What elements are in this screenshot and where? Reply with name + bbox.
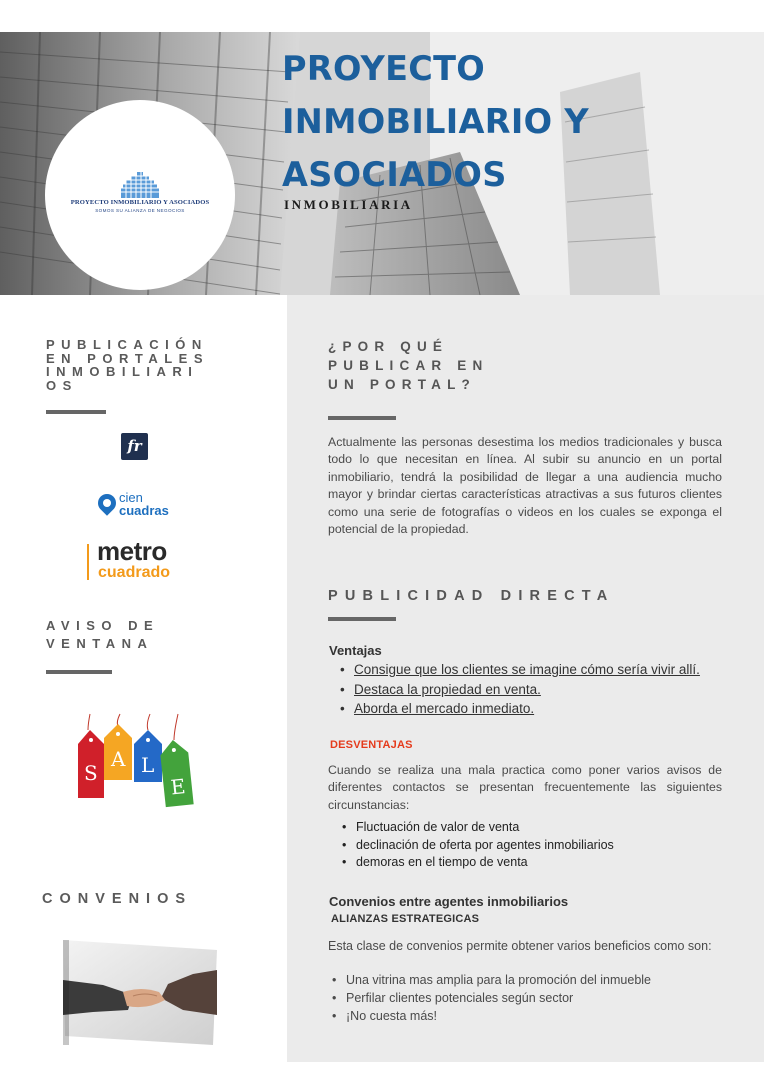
logo-circle [45, 100, 235, 290]
why-publish-heading [328, 337, 488, 394]
building-logo-icon [121, 172, 159, 198]
list-item [338, 660, 718, 680]
list-item: • Fluctuación de valor de venta [340, 819, 720, 837]
sale-tags-icon [70, 710, 195, 810]
title-line: PROYECTO [282, 49, 486, 88]
page-title [282, 42, 742, 201]
heading-line: INMOBILIARI [46, 364, 199, 379]
ciencuadras-logo-text: cuadras [119, 503, 169, 518]
desventajas-paragraph: Cuando se realiza una mala practica como poner varios avisos de diferentes contactos se presentan frecuentemente las siguientes circunstancias: [328, 763, 722, 812]
sale-tag-s [78, 730, 104, 798]
list-item: • demoras en el tiempo de venta [340, 854, 720, 872]
sale-tag-l [134, 730, 162, 782]
logo-accent-bar [87, 544, 89, 580]
divider [328, 617, 396, 621]
title-line: INMOBILIARIO Y [282, 102, 589, 141]
divider [46, 670, 112, 674]
sale-letter: A [111, 747, 126, 771]
list-item: • Una vitrina mas amplia para la promoción del inmueble [330, 972, 730, 990]
aviso-heading [46, 617, 226, 652]
page-subtitle: INMOBILIARIA [284, 197, 413, 212]
sale-tag-e [159, 739, 194, 808]
list-item [338, 699, 718, 719]
fincaraiz-logo: fr [121, 433, 148, 460]
why-publish-paragraph: Actualmente las personas desestima los medios tradicionales y busca todo lo que necesitan en línea. Al subir su anuncio en un portal inmobiliario, tendrá la posibilidad de llegar a una audiencia mucho mayor y brindar ciertas características atractivas a sus futuros clientes como una serie de fotografías o videos en los cuales se exponga el potencial de la propiedad. [328, 435, 722, 537]
desventajas-list [340, 819, 720, 872]
logo-company-name: PROYECTO INMOBILIARIO Y ASOCIADOS [70, 199, 210, 206]
convenios-heading: CONVENIOS [42, 891, 193, 907]
heading-line: OS [46, 377, 78, 393]
ciencuadras-logo-text: cien [119, 490, 143, 505]
portales-heading [46, 338, 226, 392]
sale-letter: L [141, 753, 155, 777]
logo-tagline: SOMOS SU ALIANZA DE NEGOCIOS [95, 208, 185, 213]
convenios-paragraph: Esta clase de convenios permite obtener varios beneficios como son: [328, 939, 712, 953]
heading-line: PUBLICAR EN [328, 358, 489, 373]
convenios-subtitle: ALIANZAS ESTRATEGICAS [331, 913, 480, 925]
convenios-title: Convenios entre agentes inmobiliarios [329, 894, 569, 909]
ventaja-link[interactable]: Destaca la propiedad en venta. [354, 681, 541, 697]
heading-line: ¿POR QUÉ [328, 339, 449, 354]
list-item: • ¡No cuesta más! [330, 1008, 730, 1026]
desventajas-label: DESVENTAJAS [330, 739, 413, 751]
sale-tag-a [104, 724, 132, 780]
ventaja-link[interactable]: Consigue que los clientes se imagine cómo sería vivir allí. [354, 662, 700, 677]
divider [328, 416, 396, 420]
heading-line: PUBLICACIÓN [46, 337, 208, 352]
list-item: • Perfilar clientes potenciales según sector [330, 990, 730, 1008]
divider [46, 410, 106, 414]
metrocuadrado-logo-text: metro [97, 536, 167, 566]
sale-letter: E [169, 774, 187, 800]
direct-advertising-heading: PUBLICIDAD DIRECTA [328, 588, 615, 604]
metrocuadrado-logo-text: cuadrado [98, 564, 171, 581]
list-item [338, 680, 718, 700]
ventajas-list [338, 660, 718, 719]
handshake-photo [63, 940, 217, 1045]
heading-line: UN PORTAL? [328, 377, 476, 392]
convenios-list [330, 972, 730, 1025]
title-line: ASOCIADOS [282, 155, 507, 194]
list-item: • declinación de oferta por agentes inmobiliarios [340, 837, 720, 855]
ventaja-link[interactable]: Aborda el mercado inmediato. [354, 701, 535, 716]
heading-line: VENTANA [46, 635, 154, 651]
heading-line: EN PORTALES [46, 350, 209, 366]
location-pin-icon [94, 490, 119, 515]
heading-line: AVISO DE [46, 618, 160, 633]
sale-letter: S [84, 761, 98, 785]
ventajas-label: Ventajas [329, 643, 382, 658]
